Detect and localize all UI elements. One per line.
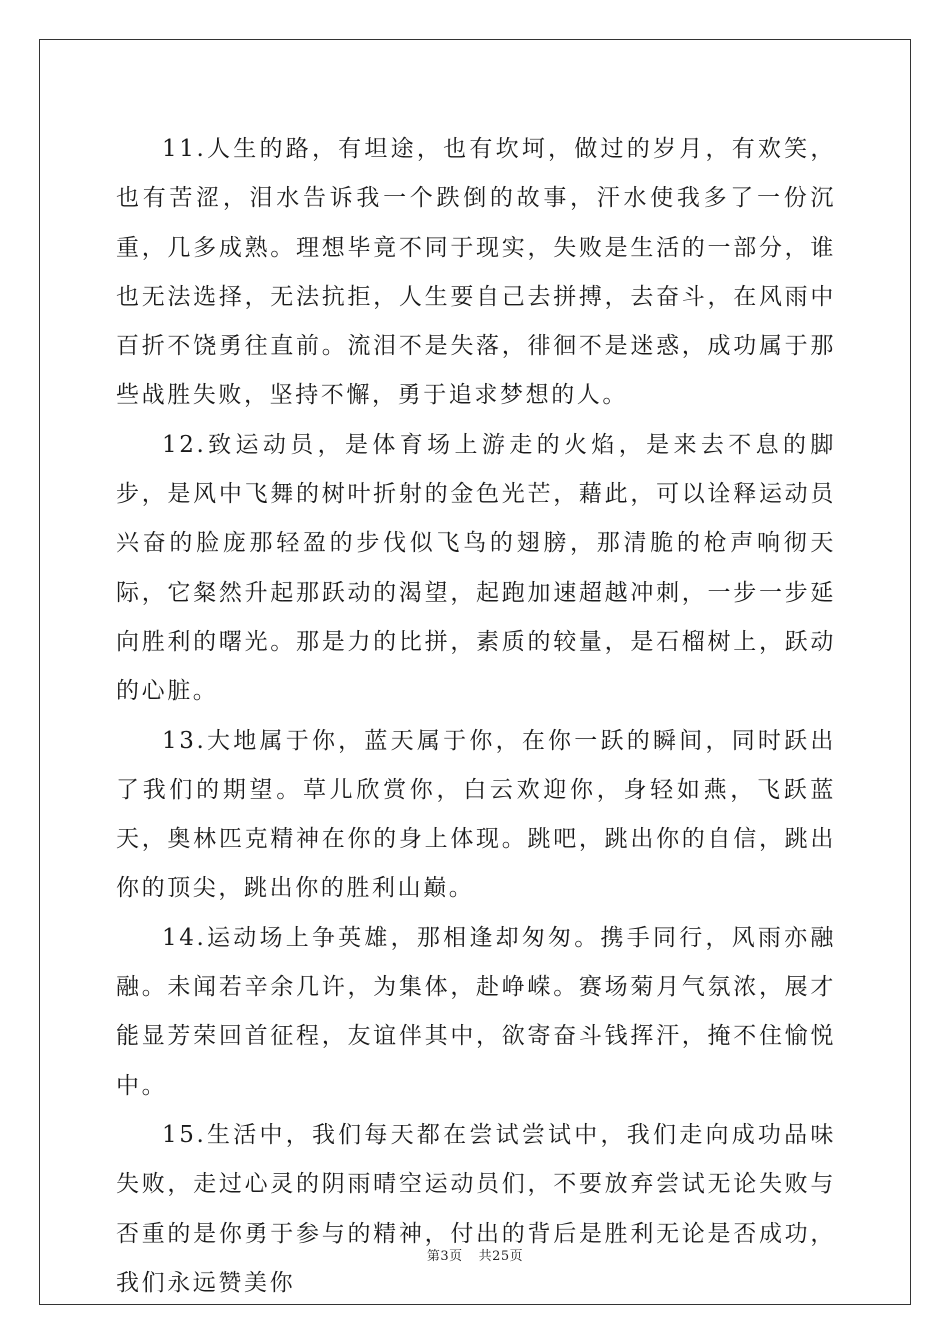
total-pages-label: 共25页 (478, 1249, 524, 1264)
paragraph-14: 14.运动场上争英雄，那相逢却匆匆。携手同行，风雨亦融融。未闻若辛余几许，为集体，赴峥嵘。赛场菊月气氛浓，展才能显芳荣回首征程，友谊伴其中，欲寄奋斗钱挥汗，掩不住愉悦中。 (116, 924, 836, 1099)
paragraph-12: 12.致运动员，是体育场上游走的火焰，是来去不息的脚步，是风中飞舞的树叶折射的金色光芒，藉此，可以诠释运动员兴奋的脸庞那轻盈的步伐似飞鸟的翅膀，那清脆的枪声响彻天际，它粲然升起那跃动的渴望，起跑加速超越冲刺，一步一步延向胜利的曙光。那是力的比拼，素质的较量，是石榴树上，跃动的心脏。 (116, 431, 836, 705)
current-page-label: 第3页 (426, 1249, 463, 1264)
paragraph-15: 15.生活中，我们每天都在尝试尝试中，我们走向成功品味失败，走过心灵的阴雨晴空运动员们，不要放弃尝试无论失败与否重的是你勇于参与的精神，付出的背后是胜利无论是否成功，我们永远赞美你 (116, 1121, 836, 1296)
document-body (116, 125, 836, 1308)
paragraph-13: 13.大地属于你，蓝天属于你，在你一跃的瞬间，同时跃出了我们的期望。草儿欣赏你，白云欢迎你，身轻如燕，飞跃蓝天，奥林匹克精神在你的身上体现。跳吧，跳出你的自信，跳出你的顶尖，跳出你的胜利山巅。 (116, 727, 836, 902)
page-footer (0, 1245, 950, 1264)
paragraph-11: 11.人生的路，有坦途，也有坎坷，做过的岁月，有欢笑，也有苦涩，泪水告诉我一个跌倒的故事，汗水使我多了一份沉重，几多成熟。理想毕竟不同于现实，失败是生活的一部分，谁也无法选择，无法抗拒，人生要自己去拼搏，去奋斗，在风雨中百折不饶勇往直前。流泪不是失落，徘徊不是迷惑，成功属于那些战胜失败，坚持不懈，勇于追求梦想的人。 (116, 136, 836, 409)
